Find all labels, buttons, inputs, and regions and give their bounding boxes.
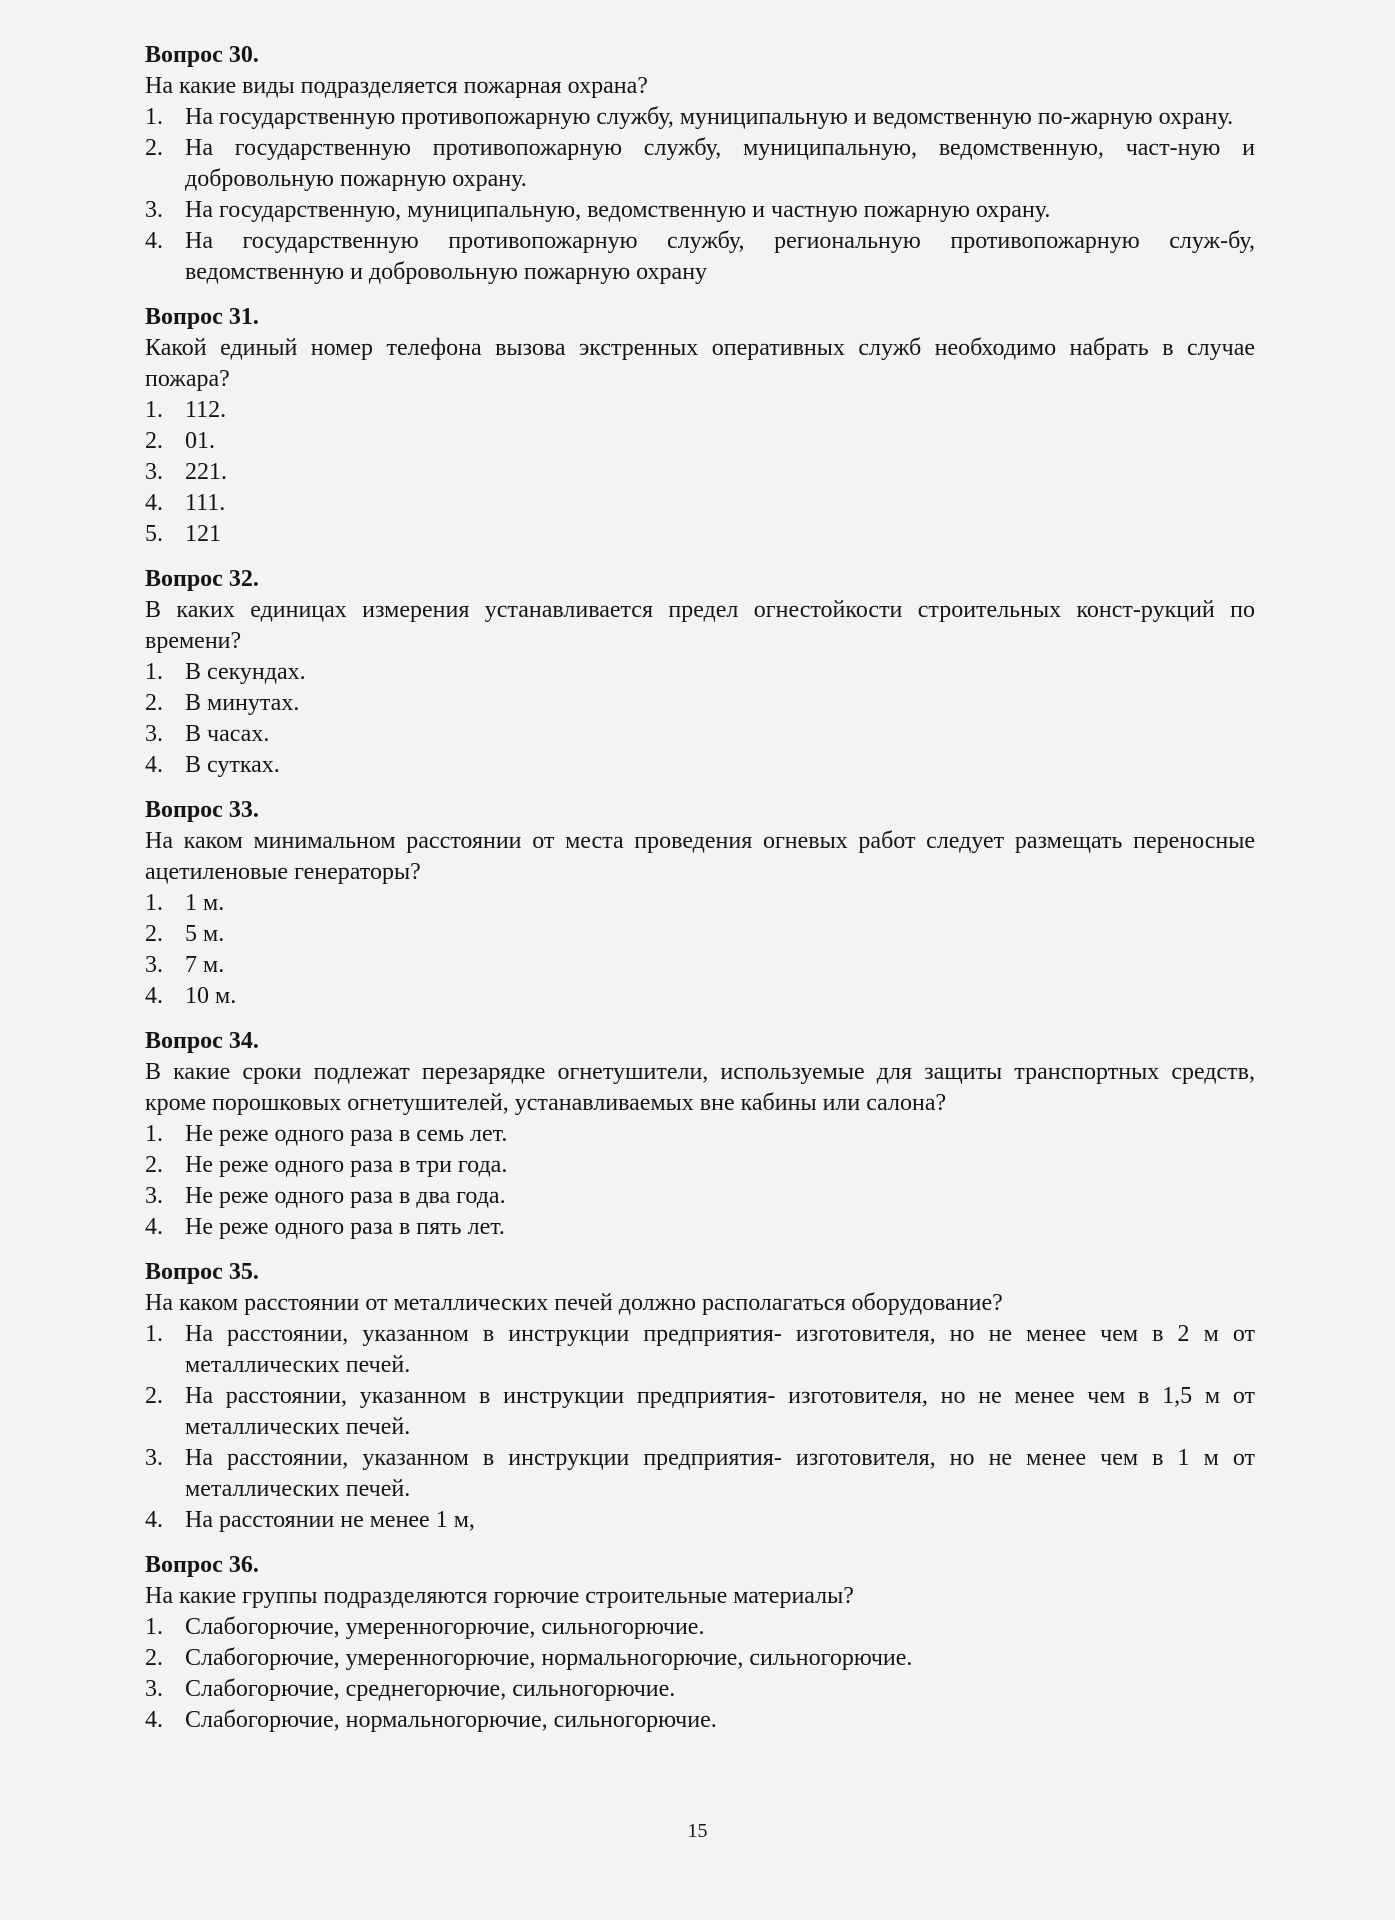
answer-option — [145, 426, 1255, 457]
answer-text: На расстоянии, указанном в инструкции предприятия- изготовителя, но не менее чем в 2 м от металлических печей. — [185, 1321, 1255, 1378]
answer-option — [145, 950, 1255, 981]
answer-option — [145, 102, 1255, 133]
answer-text: 10 м. — [185, 983, 237, 1009]
answer-number: 1. — [145, 890, 163, 916]
answer-number: 3. — [145, 1183, 163, 1209]
answer-number: 1. — [145, 104, 163, 130]
answer-option — [145, 750, 1255, 781]
question-text: На каком расстоянии от металлических печей должно располагаться оборудование? — [145, 1290, 1003, 1316]
answer-option — [145, 1612, 1255, 1643]
answer-option — [145, 1381, 1255, 1443]
answer-option — [145, 1674, 1255, 1705]
question-title: Вопрос 30. — [145, 42, 259, 68]
question-title: Вопрос 31. — [145, 304, 259, 330]
answer-text: В минутах. — [185, 690, 300, 716]
answer-number: 2. — [145, 428, 163, 454]
answer-number: 3. — [145, 459, 163, 485]
answer-number: 4. — [145, 1707, 163, 1733]
answer-text: Слабогорючие, среднегорючие, сильногорючие. — [185, 1676, 676, 1702]
answer-number: 4. — [145, 228, 163, 254]
answer-option — [145, 719, 1255, 750]
answer-list — [145, 102, 1255, 288]
answer-number: 1. — [145, 1121, 163, 1147]
answer-number: 4. — [145, 490, 163, 516]
question-text: В какие сроки подлежат перезарядке огнетушители, используемые для защиты транспортных средств, кроме порошковых огнетушителей, устанавливаемых вне кабины или салона? — [145, 1059, 1255, 1116]
answer-option — [145, 395, 1255, 426]
answer-list — [145, 657, 1255, 781]
answer-text: Не реже одного раза в пять лет. — [185, 1214, 505, 1240]
answer-text: В секундах. — [185, 659, 306, 685]
answer-option — [145, 1150, 1255, 1181]
answer-option — [145, 1705, 1255, 1736]
answer-number: 4. — [145, 983, 163, 1009]
question-32 — [145, 564, 1255, 781]
answer-text: 5 м. — [185, 921, 225, 947]
question-36 — [145, 1550, 1255, 1736]
question-text: На какие группы подразделяются горючие строительные материалы? — [145, 1583, 854, 1609]
answer-text: 221. — [185, 459, 227, 485]
answer-text: Не реже одного раза в три года. — [185, 1152, 508, 1178]
answer-text: 01. — [185, 428, 215, 454]
question-text: На какие виды подразделяется пожарная охрана? — [145, 73, 648, 99]
answer-option — [145, 688, 1255, 719]
answer-option — [145, 981, 1255, 1012]
answer-number: 2. — [145, 1383, 163, 1409]
answer-number: 4. — [145, 752, 163, 778]
answer-option — [145, 1643, 1255, 1674]
answer-number: 2. — [145, 690, 163, 716]
answer-option — [145, 488, 1255, 519]
answer-text: 7 м. — [185, 952, 225, 978]
answer-option — [145, 1443, 1255, 1505]
answer-list — [145, 888, 1255, 1012]
answer-number: 3. — [145, 197, 163, 223]
answer-text: Не реже одного раза в два года. — [185, 1183, 506, 1209]
answer-number: 2. — [145, 1152, 163, 1178]
answer-option — [145, 1505, 1255, 1536]
question-35 — [145, 1257, 1255, 1536]
answer-text: Не реже одного раза в семь лет. — [185, 1121, 508, 1147]
answer-number: 1. — [145, 659, 163, 685]
question-title: Вопрос 36. — [145, 1552, 259, 1578]
answer-number: 3. — [145, 721, 163, 747]
question-text: Какой единый номер телефона вызова экстренных оперативных служб необходимо набрать в случае пожара? — [145, 335, 1255, 392]
answer-option — [145, 1319, 1255, 1381]
answer-text: В часах. — [185, 721, 270, 747]
answer-list — [145, 1612, 1255, 1736]
answer-text: 111. — [185, 490, 226, 516]
answer-option — [145, 1119, 1255, 1150]
answer-text: Слабогорючие, нормальногорючие, сильногорючие. — [185, 1707, 717, 1733]
question-33 — [145, 795, 1255, 1012]
answer-text: 121 — [185, 521, 221, 547]
question-text: На каком минимальном расстоянии от места проведения огневых работ следует размещать переносные ацетиленовые генераторы? — [145, 828, 1255, 885]
answer-option — [145, 457, 1255, 488]
answer-number: 4. — [145, 1214, 163, 1240]
question-34 — [145, 1026, 1255, 1243]
answer-text: На государственную противопожарную службу, муниципальную и ведомственную по-жарную охрану. — [185, 104, 1234, 130]
document-page — [145, 40, 1255, 1736]
answer-text: Слабогорючие, умеренногорючие, сильногорючие. — [185, 1614, 705, 1640]
answer-number: 2. — [145, 1645, 163, 1671]
answer-text: На расстоянии не менее 1 м, — [185, 1507, 475, 1533]
answer-list — [145, 395, 1255, 550]
answer-list — [145, 1319, 1255, 1536]
answer-text: На расстоянии, указанном в инструкции предприятия- изготовителя, но не менее чем в 1,5 м от металлических печей. — [185, 1383, 1255, 1440]
answer-option — [145, 133, 1255, 195]
answer-list — [145, 1119, 1255, 1243]
answer-option — [145, 519, 1255, 550]
answer-option — [145, 1212, 1255, 1243]
answer-number: 1. — [145, 1321, 163, 1347]
answer-option — [145, 1181, 1255, 1212]
answer-option — [145, 226, 1255, 288]
question-title: Вопрос 35. — [145, 1259, 259, 1285]
answer-option — [145, 195, 1255, 226]
question-title: Вопрос 32. — [145, 566, 259, 592]
answer-text: На государственную противопожарную службу, муниципальную, ведомственную, част-ную и добровольную пожарную охрану. — [185, 135, 1255, 192]
answer-text: 1 м. — [185, 890, 225, 916]
answer-text: 112. — [185, 397, 227, 423]
answer-text: На государственную, муниципальную, ведомственную и частную пожарную охрану. — [185, 197, 1051, 223]
answer-number: 1. — [145, 1614, 163, 1640]
answer-option — [145, 919, 1255, 950]
answer-text: В сутках. — [185, 752, 280, 778]
question-title: Вопрос 34. — [145, 1028, 259, 1054]
answer-option — [145, 888, 1255, 919]
answer-number: 4. — [145, 1507, 163, 1533]
question-text: В каких единицах измерения устанавливается предел огнестойкости строительных конст-рукций по времени? — [145, 597, 1255, 654]
answer-text: На государственную противопожарную службу, региональную противопожарную служ-бу, ведомственную и добровольную пожарную охрану — [185, 228, 1255, 285]
page-number: 15 — [687, 1820, 708, 1842]
question-30 — [145, 40, 1255, 288]
answer-number: 3. — [145, 952, 163, 978]
answer-text: Слабогорючие, умеренногорючие, нормальногорючие, сильногорючие. — [185, 1645, 913, 1671]
answer-text: На расстоянии, указанном в инструкции предприятия- изготовителя, но не менее чем в 1 м от металлических печей. — [185, 1445, 1255, 1502]
answer-number: 2. — [145, 921, 163, 947]
question-31 — [145, 302, 1255, 550]
answer-number: 5. — [145, 521, 163, 547]
answer-option — [145, 657, 1255, 688]
answer-number: 3. — [145, 1676, 163, 1702]
answer-number: 3. — [145, 1445, 163, 1471]
question-title: Вопрос 33. — [145, 797, 259, 823]
answer-number: 2. — [145, 135, 163, 161]
answer-number: 1. — [145, 397, 163, 423]
